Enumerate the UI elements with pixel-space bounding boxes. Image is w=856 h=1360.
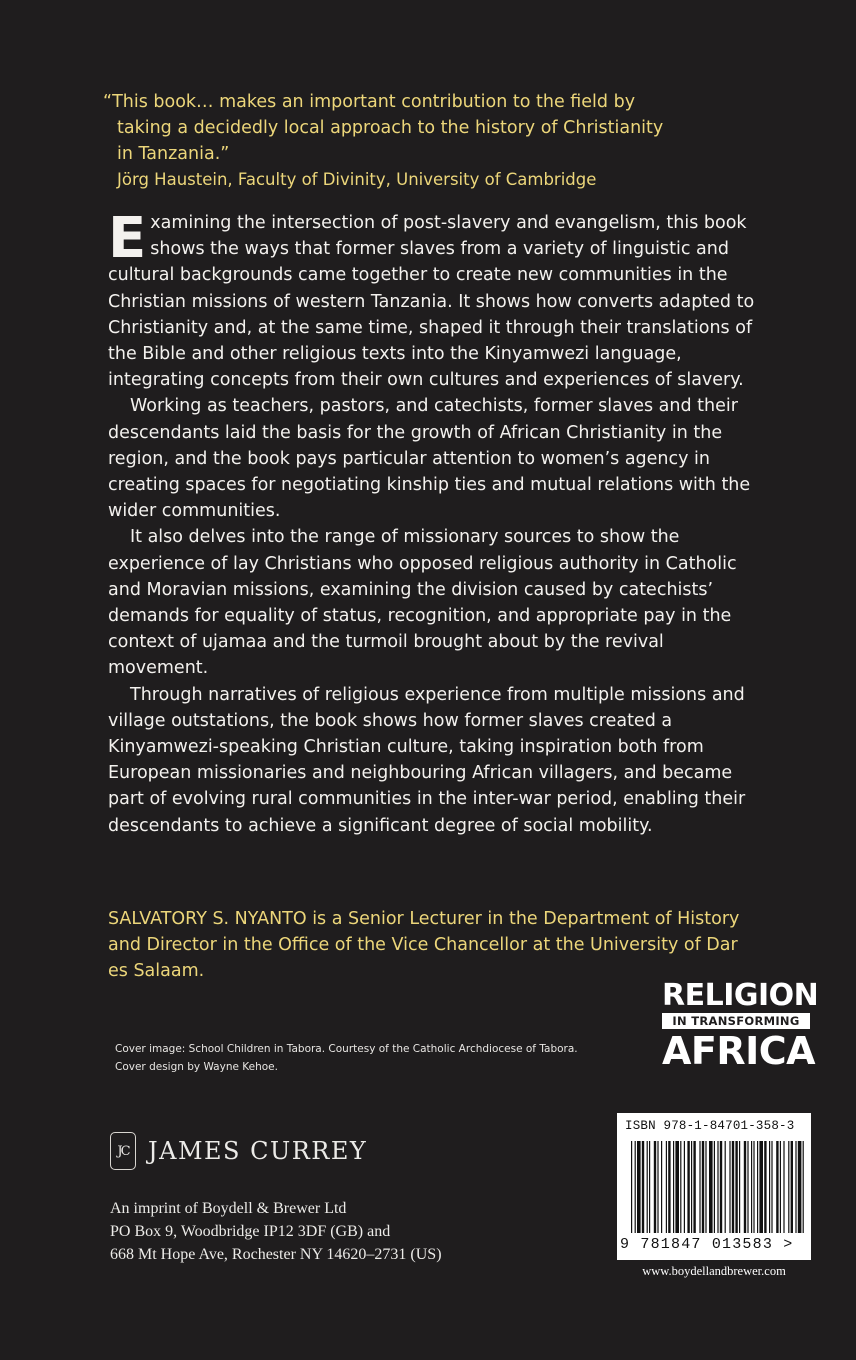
publisher-name: JAMES CURREY: [148, 1137, 368, 1165]
description-paragraph: Working as teachers, pastors, and catechists, former slaves and their descendants laid the basis for the growth of African Christianity in the region, and the book pays particular attention to women’s agency in creating spaces for negotiating kinship ties and mutual relations with the wider communities.: [108, 396, 751, 522]
publisher-website: www.boydellandbrewer.com: [642, 1264, 786, 1278]
series-logo-line1: RELIGION: [662, 978, 819, 1013]
description-text: xamining the intersection of post-slavery and evangelism, this book shows the ways that former slaves from a variety of linguistic and cultural backgrounds came together to create new communities in the Christian missions of western Tanzania. It shows how converts adapted to Christianity and, at the same time, shaped it through their translations of the Bible and other religious texts into the Kinyamwezi language, integrating concepts from their own cultures and experiences of slavery.: [108, 213, 755, 391]
cover-credits: [115, 1040, 615, 1076]
imprint-line: PO Box 9, Woodbridge IP12 3DF (GB) and: [110, 1223, 391, 1240]
quote-line: taking a decidedly local approach to the history of Christianity: [117, 118, 664, 138]
isbn-label: ISBN 978-1-84701-358-3: [625, 1119, 795, 1133]
quote-attribution: Jörg Haustein, Faculty of Divinity, University of Cambridge: [117, 170, 597, 189]
series-logo: [662, 978, 819, 1073]
series-logo-line3: AFRICA: [662, 1029, 816, 1073]
description-paragraph: It also delves into the range of missionary sources to show the experience of lay Christians who opposed religious authority in Catholic and Moravian missions, examining the division caused by catechists’ demands for equality of status, recognition, and appropriate pay in the context of ujamaa and the turmoil brought about by the revival movement.: [108, 527, 737, 679]
author-bio: SALVATORY S. NYANTO is a Senior Lecturer in the Department of History and Director in the Office of the Vice Chancellor at the University of Dar es Salaam.: [108, 909, 740, 982]
quote-line: in Tanzania.”: [117, 144, 230, 164]
publisher-imprint: [110, 1197, 530, 1266]
imprint-line: An imprint of Boydell & Brewer Ltd: [110, 1200, 347, 1217]
cover-image-credit: Cover image: School Children in Tabora. Courtesy of the Catholic Archdiocese of Tabora.: [115, 1043, 578, 1055]
description-paragraph: [108, 206, 768, 393]
barcode-bars: [617, 1137, 811, 1237]
book-description: [108, 206, 768, 839]
publisher-logo: [110, 1132, 367, 1170]
cover-design-credit: Cover design by Wayne Kehoe.: [115, 1061, 278, 1073]
description-paragraph: Through narratives of religious experience from multiple missions and village outstations, the book shows how former slaves created a Kinyamwezi-speaking Christian culture, taking inspiration both from European missionaries and neighbouring African villagers, and became part of evolving rural communities in the inter-war period, enabling their descendants to achieve a significant degree of social mobility.: [108, 684, 746, 836]
quote-line: “This book… makes an important contribution to the field by: [103, 92, 636, 112]
endorsement-quote: [103, 89, 703, 193]
series-logo-line2: IN TRANSFORMING: [662, 1013, 810, 1029]
isbn-barcode: [617, 1113, 811, 1260]
publisher-monogram-icon: JC: [110, 1132, 136, 1170]
imprint-line: 668 Mt Hope Ave, Rochester NY 14620–2731 (US): [110, 1246, 442, 1263]
barcode-digits: 9 781847 013583 >: [620, 1236, 794, 1253]
drop-cap: E: [108, 206, 147, 271]
